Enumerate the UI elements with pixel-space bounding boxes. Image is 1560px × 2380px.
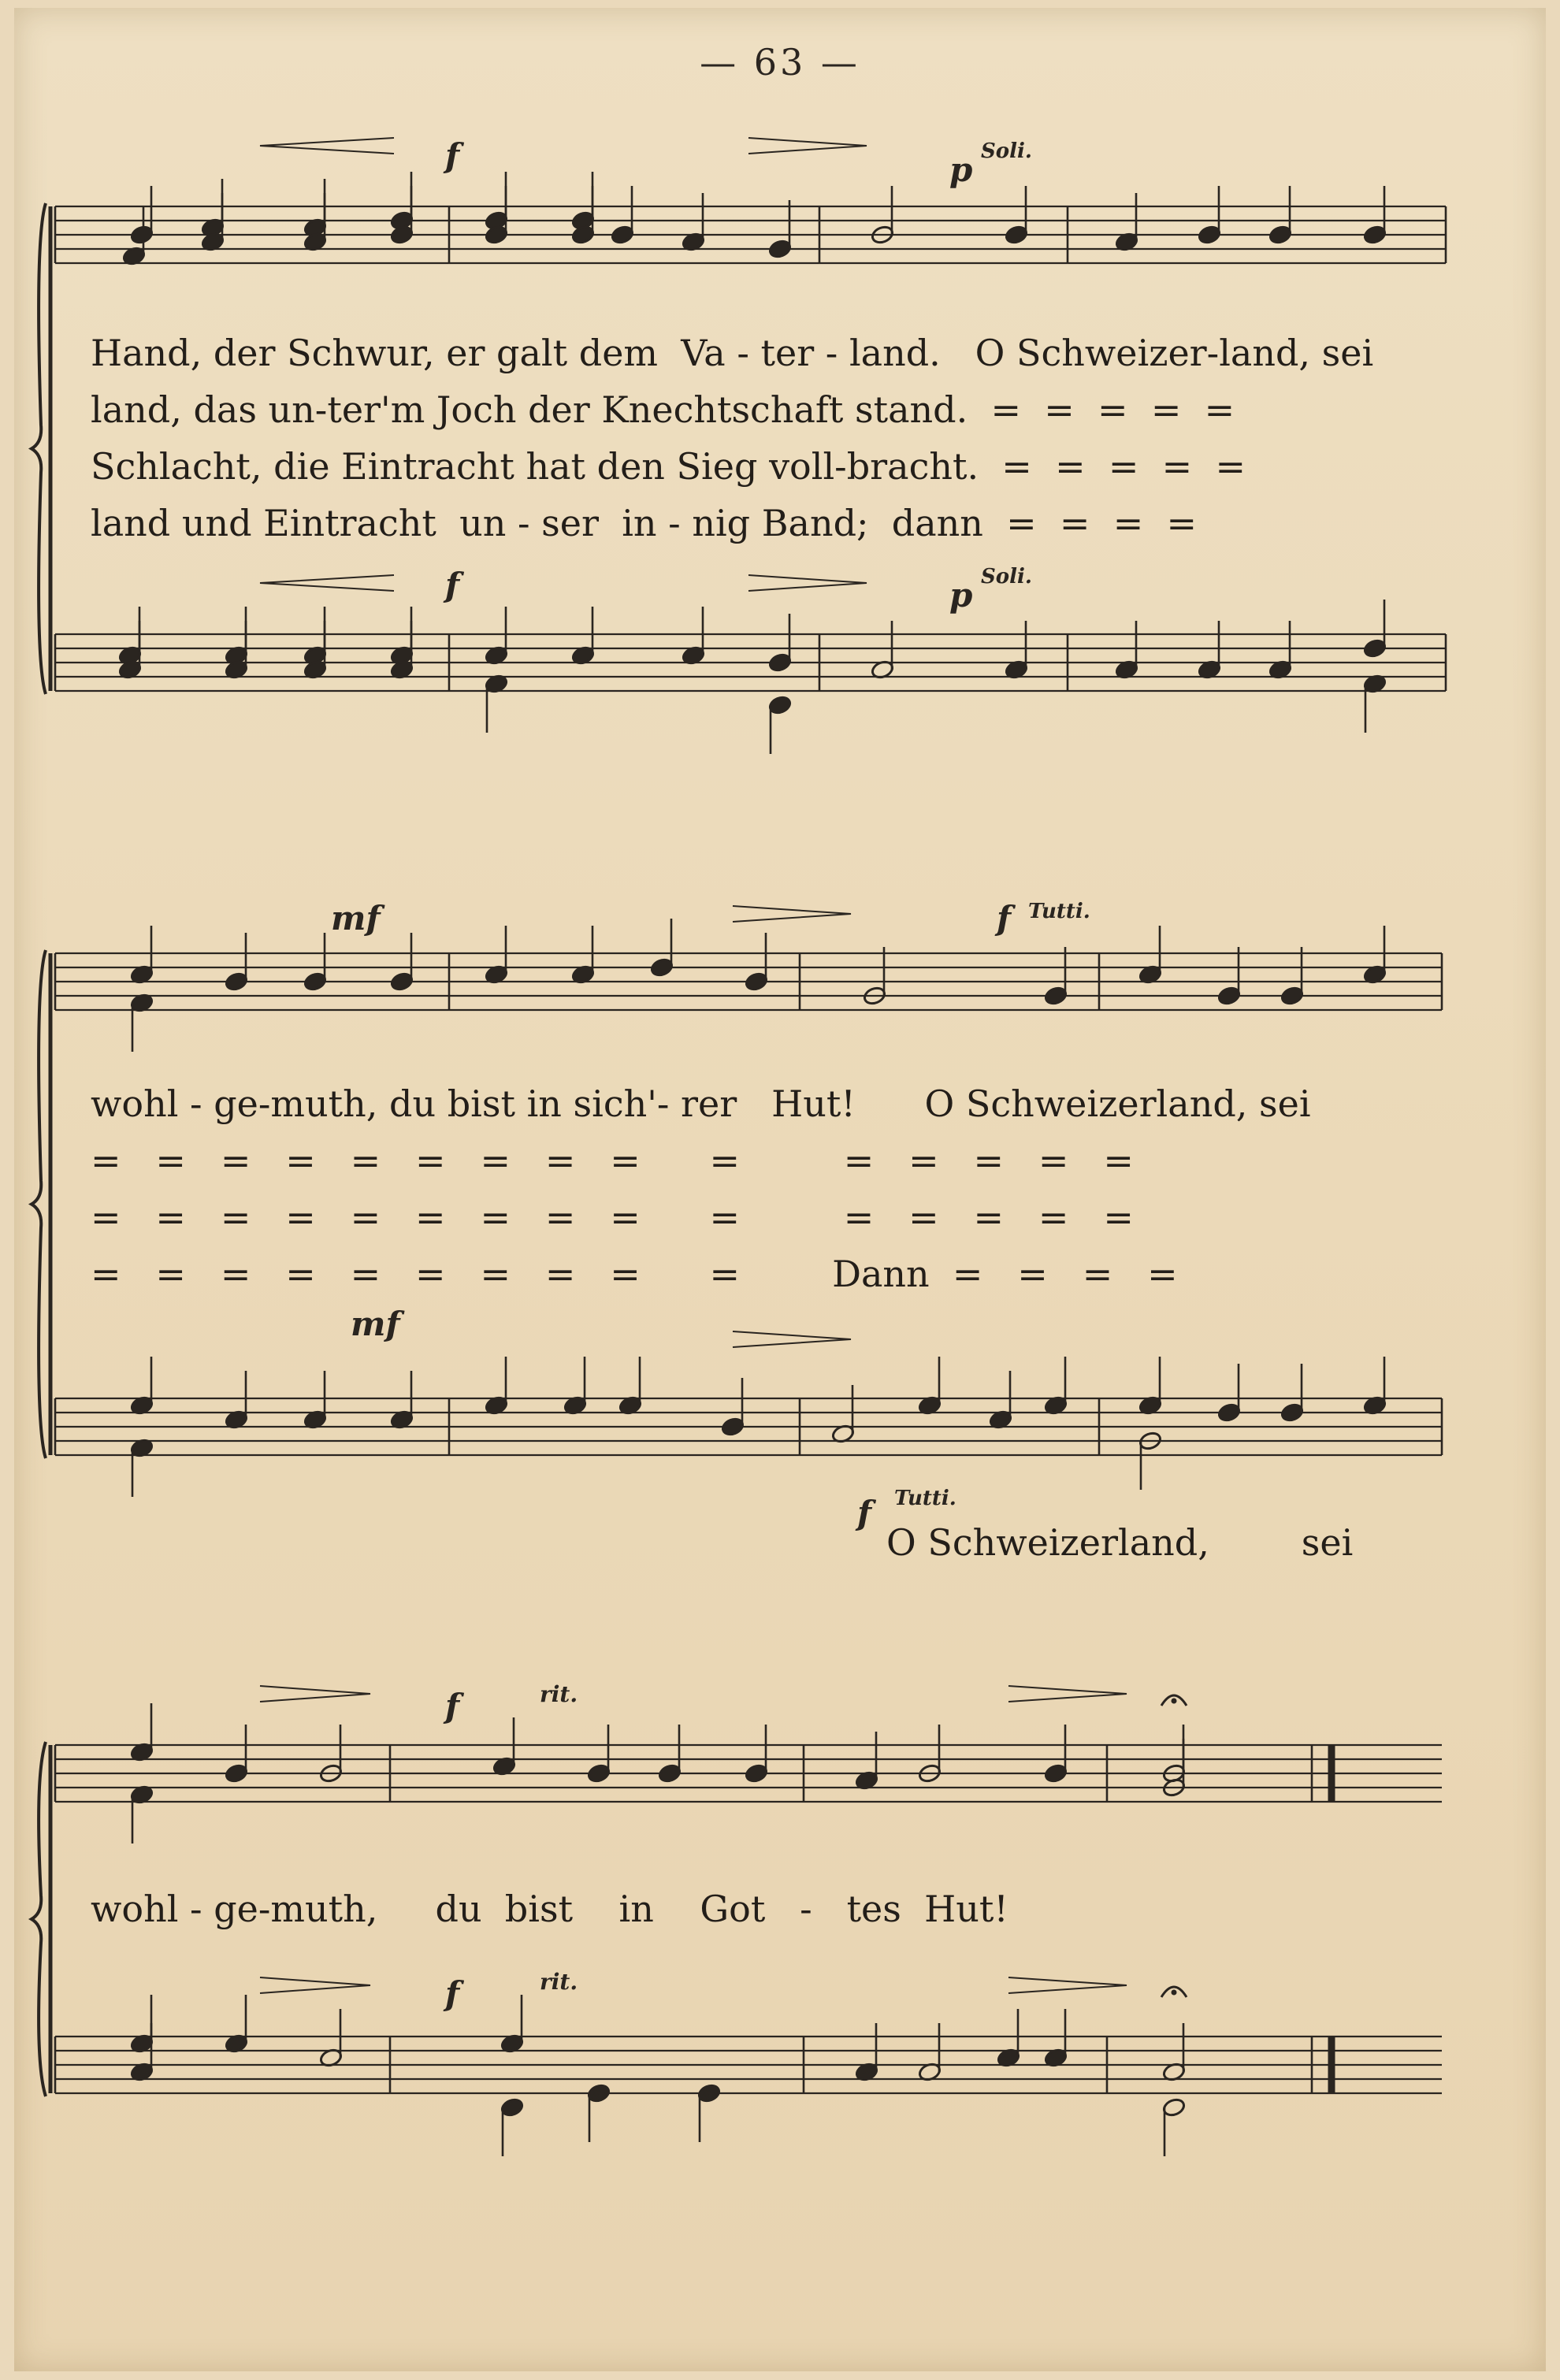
lyric-s3-verse1: wohl - ge-muth, du bist in Got - tes Hut! [91,1888,1008,1930]
lyric-s2-verse2: = = = = = = = = = = = = = = = [91,1139,1134,1182]
dynamic-f-s1-lower: f [445,566,460,604]
dynamic-f-s3-upper: f [445,1687,460,1725]
hairpin-6 [260,1686,370,1702]
lyric-s1-verse2: land, das un-ter'm Joch der Knechtschaft stand. = = = = = [91,388,1235,431]
hairpin-8 [260,1977,370,1993]
lyric-s1-verse3: Schlacht, die Eintracht hat den Sieg voll-bracht. = = = = = [91,445,1246,488]
dynamic-p-s1-lower: p [949,576,973,614]
hairpin-1 [748,138,867,154]
hairpin-7 [1008,1686,1127,1702]
hairpin-5 [733,1331,851,1347]
dynamic-mf-s2-lower: mf [351,1305,400,1343]
fermata-dot-1 [1172,1990,1177,1996]
direction-rit-s3-lower: rit. [540,1969,578,1995]
dynamic-f-s3-lower: f [445,1974,460,2013]
brace-s2 [32,950,46,1458]
brace-s3 [32,1742,46,2096]
page-number: — 63 — [700,41,860,84]
lyric-s2-bass-tutti: O Schweizerland, sei [886,1521,1354,1564]
lyric-s2-verse1: wohl - ge-muth, du bist in sich'- rer Hut! O Schweizerland, sei [91,1082,1311,1125]
dynamic-f-s2-lower: f [857,1494,872,1532]
hairpin-3 [748,575,867,591]
hairpin-4 [733,906,851,922]
hairpin-0 [260,138,394,154]
direction-soli-s1-lower: Soli. [981,565,1032,589]
direction-tutti-s2-upper: Tutti. [1028,900,1090,923]
brace-s1 [32,203,46,694]
hairpin-2 [260,575,394,591]
hairpin-9 [1008,1977,1127,1993]
lyric-s1-verse4: land und Eintracht un - ser in - nig Band; dann = = = = [91,502,1198,544]
direction-soli-s1-upper: Soli. [981,139,1032,163]
direction-rit-s3-upper: rit. [540,1681,578,1707]
lyric-s1-verse1: Hand, der Schwur, er galt dem Va - ter - land. O Schweizer-land, sei [91,332,1374,374]
fermata-dot-0 [1172,1699,1177,1704]
dynamic-p-s1-upper: p [949,150,973,189]
dynamic-mf-s2-upper: mf [331,899,381,938]
lyric-s2-verse3: = = = = = = = = = = = = = = = [91,1196,1134,1238]
lyric-s2-verse4: = = = = = = = = = = Dann = = = = [91,1253,1178,1295]
direction-tutti-s2-lower: Tutti. [894,1487,956,1510]
dynamic-f-s2-upper: f [997,899,1012,938]
dynamic-f-s1-upper: f [445,136,460,175]
